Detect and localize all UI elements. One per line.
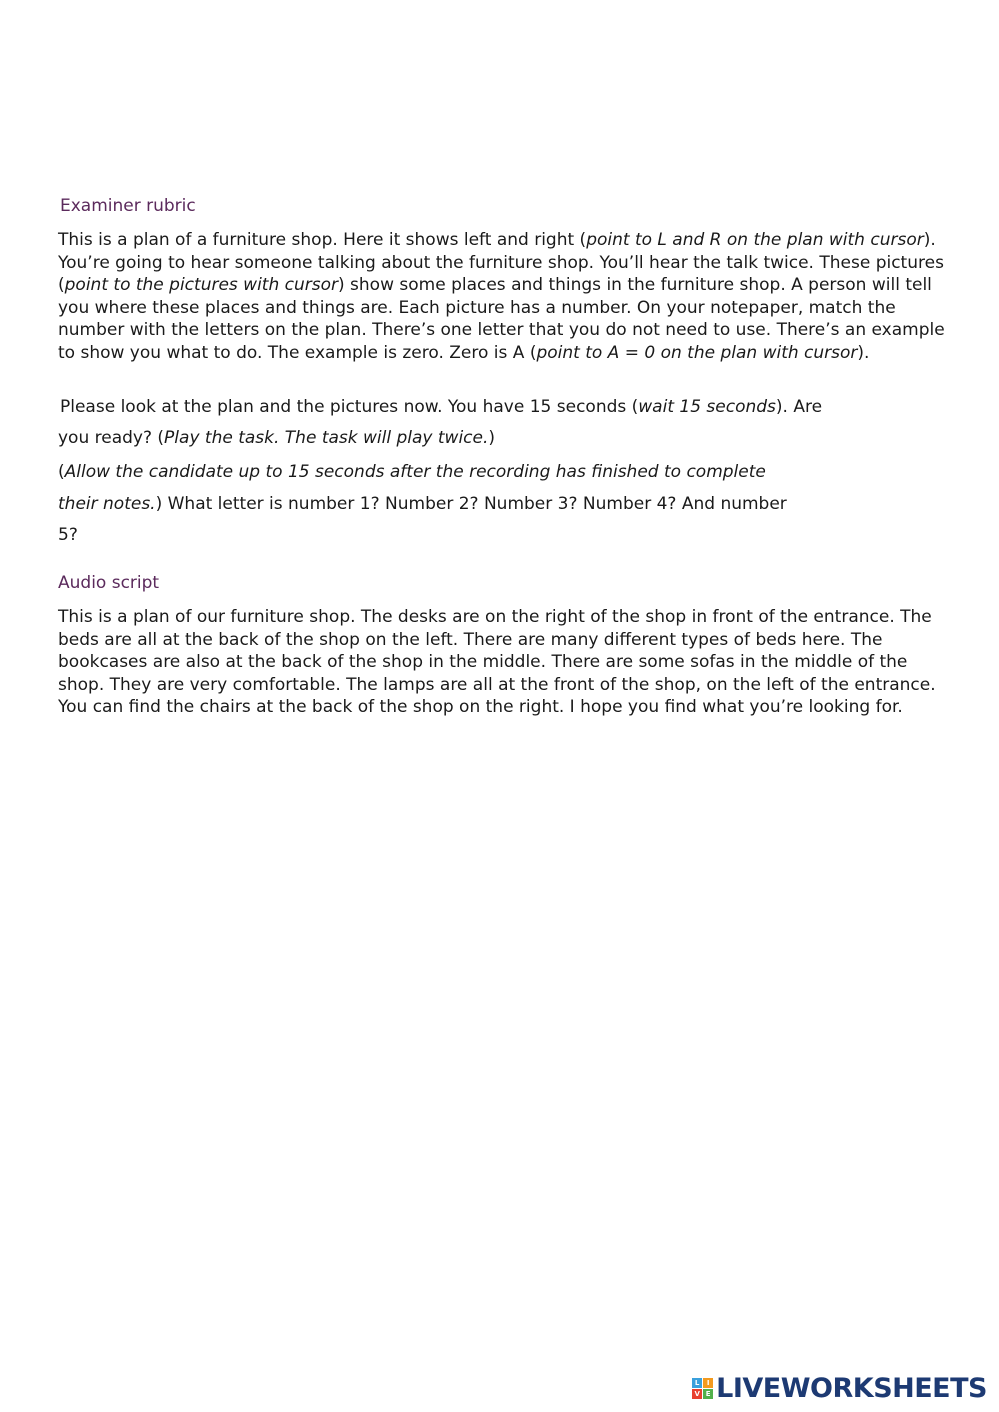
logo-mark-letter: E — [703, 1389, 713, 1399]
logo-mark-letter: V — [692, 1389, 702, 1399]
rubric-line-1 — [60, 397, 822, 417]
rubric-text: ) — [488, 428, 496, 448]
rubric-instruction: Allow the candidate up to 15 seconds after the recording has finished to complete — [64, 462, 766, 482]
rubric-instruction: wait 15 seconds — [638, 397, 776, 417]
rubric-text: ). Are — [775, 397, 823, 417]
rubric-text: ( — [58, 462, 65, 482]
rubric-text: Please look at the plan and the pictures now. You have 15 seconds ( — [60, 397, 639, 417]
rubric-text: ). You’re going to hear someone talking about the furniture shop. You’ll hear the talk twice. These pictures ( — [58, 230, 944, 296]
rubric-paragraph — [58, 229, 948, 365]
rubric-instruction: point to the pictures with cursor — [64, 275, 339, 296]
rubric-instruction: their notes. — [58, 494, 156, 514]
rubric-text: you ready? ( — [58, 428, 165, 448]
logo-mark-letter: L — [692, 1378, 702, 1388]
logo-mark-letter: I — [703, 1378, 713, 1388]
rubric-instruction: Play the task. The task will play twice. — [164, 428, 489, 448]
rubric-text: This is a plan of a furniture shop. Here it shows left and right ( — [58, 230, 587, 250]
liveworksheets-logo — [692, 1372, 987, 1404]
rubric-text: ) What letter is number 1? Number 2? Number 3? Number 4? And number — [155, 494, 787, 514]
rubric-instruction: point to A = 0 on the plan with cursor — [536, 342, 858, 363]
liveworksheets-logo-text: LIVEWORKSHEETS — [716, 1372, 987, 1404]
rubric-line-4 — [58, 494, 787, 514]
examiner-rubric-heading: Examiner rubric — [60, 196, 196, 216]
rubric-line-3 — [58, 462, 766, 482]
rubric-instruction: point to L and R on the plan with cursor — [586, 230, 924, 250]
audio-script-heading: Audio script — [58, 573, 160, 593]
rubric-line-2 — [58, 428, 495, 448]
audio-script-paragraph: This is a plan of our furniture shop. The desks are on the right of the shop in front of the entrance. The beds are all at the back of the shop on the left. There are many different types of beds here. The bookcases are also at the back of the shop in the middle. There are some sofas in the middle of the shop. They are very comfortable. The lamps are all at the front of the shop, on the left of the entrance. You can find the chairs at the back of the shop on the right. I hope you find what you’re looking for. — [58, 607, 936, 718]
rubric-text: ) show some places and things in the furniture shop. A person will tell you where these places and things are. Each picture has a number. On your notepaper, match the number with the letters on the plan. There’s one letter that you do not need to use. There’s an example to show you what to do. The example is zero. Zero is A ( — [58, 275, 945, 363]
liveworksheets-logo-icon — [692, 1378, 713, 1399]
rubric-line-5: 5? — [58, 525, 78, 545]
rubric-text: ). — [857, 342, 870, 363]
